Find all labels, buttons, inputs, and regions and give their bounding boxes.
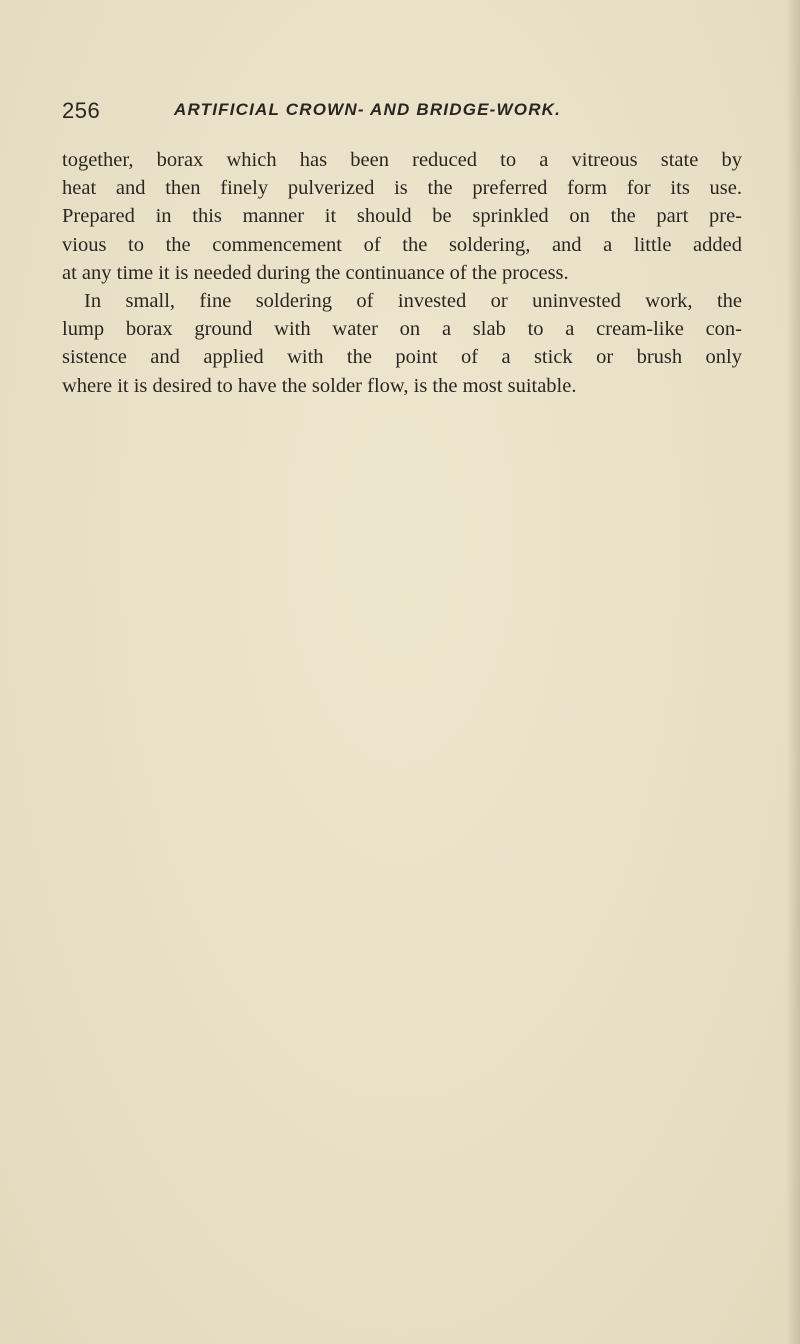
text-line: vious to the commencement of the soldering, and a little added — [62, 233, 742, 256]
text-line: where it is desired to have the solder flow, is the most suitable. — [62, 374, 577, 397]
running-title: ARTIFICIAL CROWN- AND BRIDGE-WORK. — [174, 100, 562, 119]
paragraph — [62, 287, 742, 400]
body-text — [62, 146, 742, 400]
text-line: sistence and applied with the point of a stick or brush only — [62, 346, 742, 369]
paragraph — [62, 146, 742, 287]
text-line: In small, fine soldering of invested or uninvested work, the — [84, 290, 742, 313]
page-edge-shadow — [786, 0, 800, 1344]
text-line: Prepared in this manner it should be sprinkled on the part pre- — [62, 205, 742, 228]
text-line: at any time it is needed during the continuance of the process. — [62, 261, 569, 284]
page-number: 256 — [62, 98, 101, 123]
running-head — [62, 98, 742, 128]
text-line: lump borax ground with water on a slab to a cream-like con- — [62, 318, 742, 341]
text-line: heat and then finely pulverized is the preferred form for its use. — [62, 177, 742, 200]
text-line: together, borax which has been reduced to a vitreous state by — [62, 149, 742, 171]
